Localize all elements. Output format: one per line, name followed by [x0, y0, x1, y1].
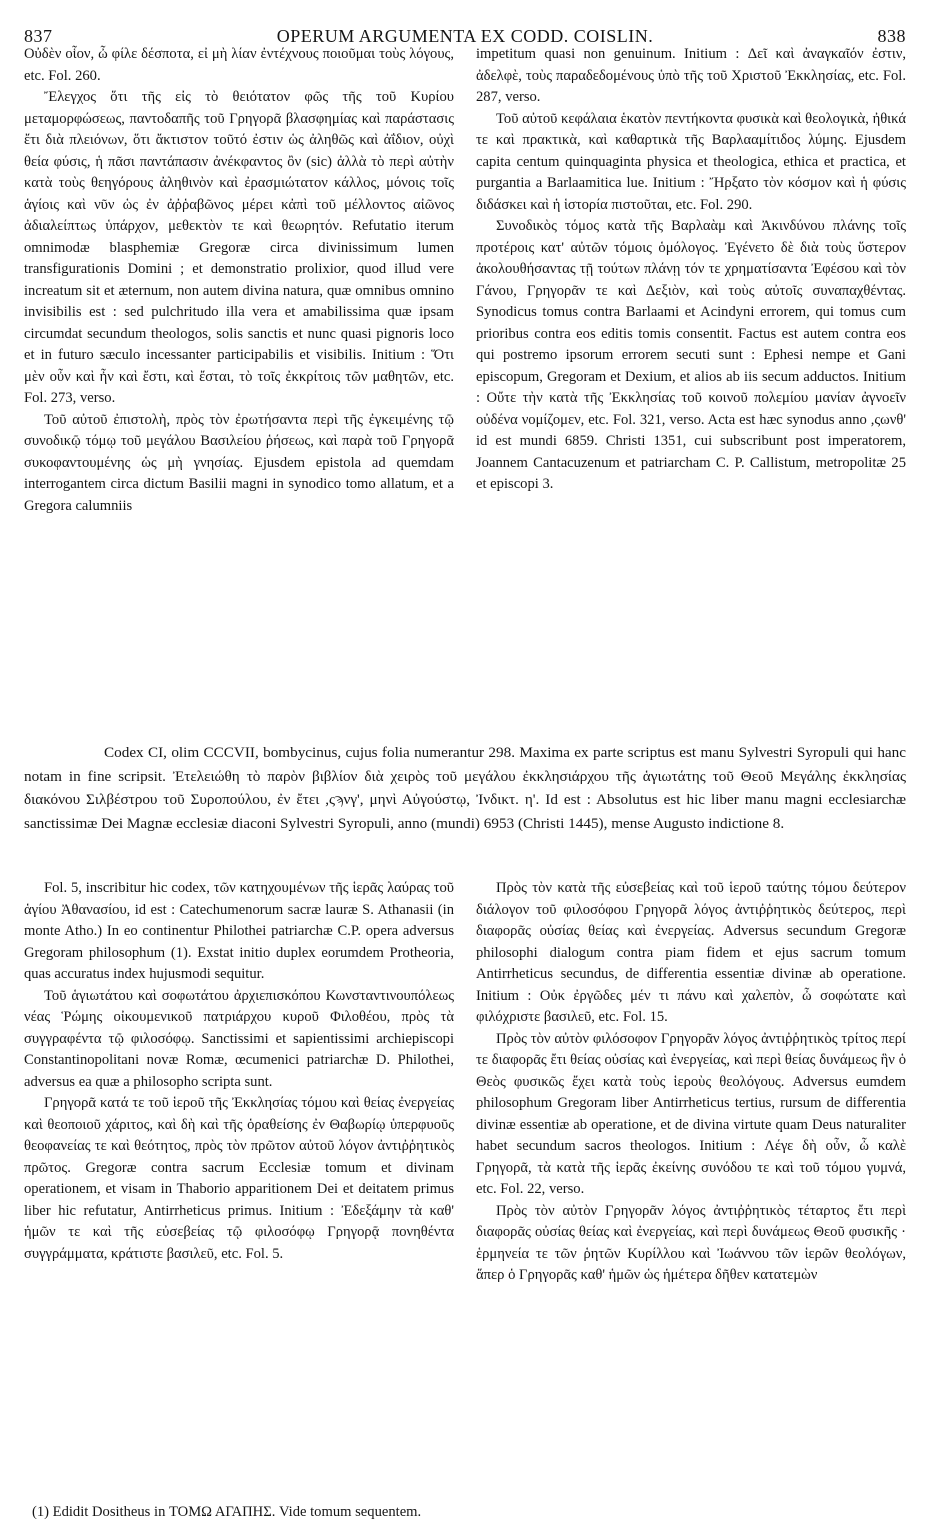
page-number-left: 837 [24, 26, 53, 46]
column-upper-left [24, 44, 454, 747]
paragraph: Γρηγορᾶ κατά τε τοῦ ἱεροῦ τῆς Ἐκκλησίας τόμου καὶ θείας ἐνεργείας καὶ θεοποιοῦ χάριτος, καὶ δὴ καὶ τῆς ὁραθείσης ἐν Θαβωρίῳ ὑπερφυοῦς θεοφανείας τε καὶ θεότητος, πρὸς τὸν πρῶτον αὐτοῦ λόγον ἀντιῤῥητικὸς πρῶτος. Gregoræ contra sacrum Ecclesiæ tomum et divinam operationem, et visam in Thaborio apparitionem Dei et deitatem primus liber hic refutatur, Antirrheticus primus. Initium : Ἐδεξάμην τὰ καθ' ἡμῶν τε καὶ τῆς εὐσεβείας τῷ φιλοσόφῳ Γρηγορᾷ πονηθέντα συγγράμματα, κράτιστε βασιλεῦ, etc. Fol. 5. [24, 1095, 454, 1262]
running-title: OPERUM ARGUMENTA EX CODD. COISLIN. [276, 26, 654, 46]
paragraph: Πρὸς τὸν κατὰ τῆς εὐσεβείας καὶ τοῦ ἱεροῦ ταύτης τόμου δεύτερον διάλογον τοῦ φιλοσόφου Γρηγορᾶ λόγος ἀντιῤῥητικὸς δεύτερος, περὶ διαφορᾶς οὐσίας θείας καὶ ἐνεργείας. Adversus secundum Gregoræ philosophi dialogum contra piam fidem et ejus sacrum tomum Antirrheticus secundus, de differentia essentiæ divinæ ab operatione. Initium : Οὐκ ἐργῶδες μέν τι πάνυ καὶ χαλεπὸν, ὦ σοφώτατε καὶ φιλόχριστε βασιλεῦ, etc. Fol. 15. [476, 880, 906, 1025]
column-lower-left [24, 878, 454, 1500]
page-number-right: 838 [877, 26, 906, 46]
footnote: (1) Edidit Dositheus in ΤΟΜΩ ΑΓΑΠΗΣ. Vide tomum sequentem. [32, 1504, 422, 1520]
paragraph: Τοῦ αὐτοῦ κεφάλαια ἑκατὸν πεντήκοντα φυσικὰ καὶ θεολογικὰ, ἠθικά τε καὶ πρακτικὰ, καὶ καθαρτικὰ τῆς Βαρλααμίτιδος λύμης. Ejusdem capita centum quinquaginta physica et theologica, ethica et practica, et purgantia a Barlaamitica lue. Initium : Ἤρξατο τὸν κόσμον καὶ ἡ φύσις διδάσκει καὶ ἡ ἱστορία πιστοῦται, etc. Fol. 290. [476, 110, 906, 213]
column-lower-right [476, 878, 906, 1500]
paragraph: Τοῦ αὐτοῦ ἐπιστολὴ, πρὸς τὸν ἐρωτήσαντα περὶ τῆς ἐγκειμένης τῷ συνοδικῷ τόμῳ τοῦ μεγάλου Βασιλείου ῥήσεως, καὶ παρὰ τοῦ Γρηγορᾶ συκοφαντουμένης ὡς μὴ γνησίας. Ejusdem epistola ad quemdam interrogantem circa dictum Basilii magni in synodico tomo allatum, et a Gregora calumniis [24, 411, 454, 514]
paragraph: Πρὸς τὸν αὐτὸν Γρηγορᾶν λόγος ἀντιῤῥητικὸς τέταρτος ἔτι περὶ διαφορᾶς οὐσίας θείας καὶ ἐνεργείας, καὶ περὶ δυνάμεως Θεοῦ φυσικῆς · ἑρμηνεία τε τῶν ῥητῶν Κυρίλλου καὶ Ἰωάννου τῶν ἱερῶν θεολόγων, ἅπερ ὁ Γρηγορᾶς καθ' ἡμῶν ὡς ἡμέτερα δῆθεν κατατεμὼν [476, 1202, 906, 1283]
paragraph: Πρὸς τὸν αὐτὸν φιλόσοφον Γρηγορᾶν λόγος ἀντιῤῥητικὸς τρίτος περί τε διαφορᾶς ἔτι θείας οὐσίας καὶ ἐνεργείας, καὶ περὶ θείας δυνάμεως ἣν ὁ Θεὸς φυσικῶς ἔχει κατὰ τοὺς ἱεροὺς θεολόγους. Adversus eumdem philosophum Gregoram liber Antirrheticus tertius, rursum de differentia divinæ essentiæ ab operatione, et de divina virtute quam Deus naturaliter habet secundum sacros theologos. Initium : Λέγε δὴ οὖν, ὦ καλὲ Γρηγορᾶ, τὰ κατὰ τῆς ἱερᾶς ἐκείνης συνόδου τε καὶ τοῦ τόμου γυμνά, etc. Fol. 22, verso. [476, 1030, 906, 1197]
paragraph: Ἔλεγχος ὅτι τῆς εἰς τὸ θειότατον φῶς τῆς τοῦ Κυρίου μεταμορφώσεως, παντοδαπῆς τοῦ Γρηγορᾶ βλασφημίας καὶ παράστασις ἔτι διὰ πλειόνων, ὅτι ἄκτιστον τοῦτό ἐστιν ὡς ἀληθῶς καὶ ἀΐδιον, οὐχὶ θεία φύσις, ἡ πᾶσι παντάπασιν ἀνέκφαντος ὂν (sic) ἀλλὰ τὸ περὶ αὐτὴν κατὰ τοὺς θεηγόρους ἀληθινὸν καὶ ἐρασμιώτατον κάλλος, μόνοις τοῖς ἁγίοις καὶ νῦν ὡς ἐν ἀῤῥαβῶνος μέρει κἀπὶ τοῦ μέλλοντος αἰῶνος ἀδιαλείπτως ὑπάρχον, μεθεκτὸν τε καὶ θεωρητόν. Refutatio iterum omnimodæ blasphemiæ Gregoræ circa divinissimum lumen transfigurationis Domini ; et demonstratio prolixior, quod illud vere increatum sit et æternum, non autem divina natura, quæ omnibus omnino invisibilis est : sed pulchritudo illa vera et amabilissima quæ ipsam circumdat secundum theologos, solis sanctis et nunc quasi pignoris loco et in futuro sæculo incessanter participabilis et visibilis. Initium : Ὅτι μὲν οὖν καὶ ἦν καὶ ἔστι, καὶ ἔσται, τὸ τοῖς ἐκκρίτοις τῶν μαθητῶν, etc. Fol. 273, verso. [24, 89, 454, 406]
paragraph: Οὐδὲν οἷον, ὦ φίλε δέσποτα, εἰ μὴ λίαν ἐντέχνους ποιοῦμαι τοὺς λόγους, etc. Fol. 260. [24, 46, 454, 84]
codex-paragraph: Codex CI, olim CCCVII, bombycinus, cujus folia numerantur 298. Maxima ex parte scriptus est manu Sylvestri Syropuli qui hanc notam in fine scripsit. Ἐτελειώθη τὸ παρὸν βιβλίον διὰ χειρὸς τοῦ μεγάλου ἐκκλησιάρχου τῆς ἁγιωτάτης τοῦ Θεοῦ Μεγάλης ἐκκλησίας διακόνου Σιλβέστρου τοῦ Συροπούλου, ἐν ἔτει ,ςϡνγ', μηνὶ Αὐγούστῳ, Ἰνδικτ. η'. Id est : Absolutus est hic liber manu magni ecclesiarchæ sanctissimæ Dei Magnæ ecclesiæ diaconi Sylvestri Syropuli, anno (mundi) 6953 (Christi 1445), mense Augusto indictione 8. [24, 744, 906, 832]
paragraph: impetitum quasi non genuinum. Initium : Δεῖ καὶ ἀναγκαῖόν ἐστιν, ἀδελφὲ, τοὺς παραδεδομένους ὑπὸ τῆς τοῦ Χριστοῦ Ἐκκλησίας, etc. Fol. 287, verso. [476, 46, 906, 105]
paragraph: Fol. 5, inscribitur hic codex, τῶν κατηχουμένων τῆς ἱερᾶς λαύρας τοῦ ἁγίου Ἀθανασίου, id est : Catechumenorum sacræ lauræ S. Athanasii (in monte Atho.) In eo continentur Philothei patriarchæ C.P. opera adversus Gregoram philosophum (1). Exstat initio duplex eorumdem Protheoria, quas accuratus index hujusmodi sequitur. [24, 880, 454, 982]
paragraph: Τοῦ ἁγιωτάτου καὶ σοφωτάτου ἀρχιεπισκόπου Κωνσταντινουπόλεως νέας Ῥώμης οἰκουμενικοῦ πατριάρχου κυροῦ Φιλοθέου, πρὸς τὰ συγγραφέντα τῷ φιλοσόφῳ. Sanctissimi et sapientissimi archiepiscopi Constantinopolitani novæ Romæ, œcumenici patriarchæ D. Philothei, adversus ea quæ a philosopho scripta sunt. [24, 987, 454, 1090]
paragraph: Συνοδικὸς τόμος κατὰ τῆς Βαρλαὰμ καὶ Ἀκινδύνου πλάνης τοῖς προτέροις κατ' αὐτῶν τόμοις ὁμόλογος. Ἐγένετο δὲ διὰ τοὺς ὕστερον ἀκολουθήσαντας τῇ τούτων πλάνῃ τόν τε χρηματίσαντα Ἐφέσου καὶ τὸν Γάνου, Γρηγορᾶν τε καὶ Δεξιὸν, καὶ τοὺς αὐτοῖς συναπαχθέντας. Synodicus tomus contra Barlaami et Acindyni errorem, qui tomus cum prioribus contra eos editis tomis consentit. Factus est autem contra eos qui postremo ipsorum errorem secuti sunt : Ephesi nempe et Gani episcopum, Gregoram et Dexium, et alios ab iis secum adductos. Initium : Οὔτε τὴν κατὰ τῆς Ἐκκλησίας τοῦ κοινοῦ πολεμίου μανίαν ἀγνοεῖν οὐδένα νομίζομεν, etc. Fol. 321, verso. Acta est hæc synodus anno ,ςωνθ' id est mundi 6859. Christi 1351, cui subscribunt post imperatorem, Joannem Cantacuzenum et patriarcham C. P. Callistum, metropolitæ 25 et episcopi 3. [476, 218, 906, 492]
codex-description [24, 741, 906, 867]
column-upper-right [476, 44, 906, 747]
page [24, 26, 906, 1526]
